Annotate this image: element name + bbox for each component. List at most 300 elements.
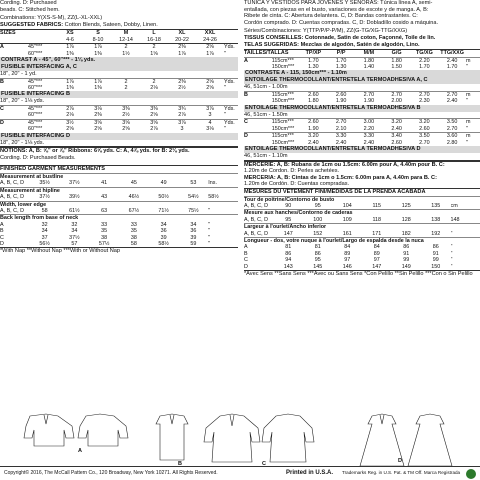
measurement-cell: 71½: [158, 208, 169, 215]
view-letter: C: [244, 119, 248, 126]
yardage-cell: 2: [152, 78, 156, 85]
yardage-cell: 2.10: [335, 125, 347, 132]
yardage-cell: 2⅞: [66, 106, 74, 112]
yardage-cell: 2.20: [363, 125, 375, 132]
interfacing-amount: [244, 84, 480, 91]
yardage-cell: 2⅜: [94, 112, 102, 119]
measurement-cell: 35: [130, 228, 137, 235]
yardage-row: [0, 64, 238, 71]
fabric-width: 60"***: [28, 112, 43, 119]
yardage-cell: 2.40: [446, 98, 458, 105]
yardage-cell: 1.70: [419, 63, 430, 70]
nap-footnote: *Avec Sens **Sans Sens ***Avec ou Sans Sens *Con Pelillo **Sin Pelillo ***Con o Sin Pelillo: [244, 271, 473, 278]
finished-measurements-table: [0, 173, 238, 247]
measurement-cell: 99: [403, 257, 410, 264]
yardage-cell: 3.20: [419, 119, 430, 126]
yardage-row: [0, 98, 238, 105]
measurement-heading: Mesure aux hanches/Contorno de caderas: [244, 210, 353, 217]
yardage-row: [244, 84, 480, 91]
section-bar-label: ENTOILAGE THERMOCOLLANT/ENTRETELA TERMOADHESIVA A, C: [244, 77, 480, 84]
finished-measurements-title: MESURES DU VÊTEMENT FINI/MEDIDAS DE LA PRENDA ACABADA: [244, 188, 426, 195]
measurement-cell: 34: [190, 221, 197, 228]
measurement-cell: 37½: [39, 194, 50, 201]
interfacing-text: 18", 20" - 1 yd.: [0, 71, 37, 77]
measurement-views: C: [0, 234, 4, 241]
measurement-views: A, B, C, D: [0, 194, 24, 201]
section-bar-label: FUSIBLE INTERFACING B: [0, 91, 238, 98]
yardage-cell: 3⅝: [122, 119, 130, 126]
measurement-cell: 86: [403, 244, 410, 251]
combinations-text: Séries/Combinaciones: Y(TTP/P/P-P/M), ZZ(G-TG/XG-TTG/XXG): [244, 28, 408, 35]
measurement-cell: 32: [71, 221, 78, 228]
section-bar: [244, 146, 480, 153]
fabric-width: 45"***: [28, 44, 43, 51]
fabric-width: 150cm***: [271, 139, 295, 146]
measurement-cell: 38: [130, 234, 137, 241]
measurement-cell: 89: [344, 250, 351, 257]
measurement-heading: Largeur à l'ourlet/Ancho inferior: [244, 224, 327, 231]
intro-line: Cording. D: Purchased: [0, 0, 57, 6]
intro-line: entallada, con piezas en el busto, variaciones de escote y de manga. A, B:: [244, 6, 429, 13]
measurement-cell: 147: [372, 263, 382, 270]
measurement-cell: ": [450, 250, 453, 257]
yardage-cell: 1⅞: [178, 50, 186, 57]
fabric-width: 115cm***: [271, 57, 294, 64]
yardage-cell: 1½: [122, 50, 130, 57]
measurement-cell: 109: [342, 216, 352, 223]
yardage-cell: 3: [180, 126, 184, 133]
measurement-cell: 91: [432, 250, 439, 257]
unit-header: [224, 30, 238, 37]
measurement-cell: ": [208, 241, 211, 248]
yardage-cell: 2.40: [391, 125, 402, 132]
measurement-cell: 37½: [69, 234, 80, 241]
measurement-cell: 84: [344, 244, 351, 251]
yardage-cell: 2.60: [308, 119, 319, 126]
yardage-cell: 3.50: [419, 133, 430, 140]
yardage-cell: 1⅞: [94, 78, 102, 85]
interfacing-text: 46, 51cm - 1.50m: [244, 111, 288, 118]
yardage-row: [0, 112, 238, 119]
yardage-cell: 2⅞: [178, 112, 186, 119]
yardage-cell: 3⅛: [94, 106, 102, 112]
yardage-cell: ": [466, 139, 468, 146]
measurement-cell: 54½: [188, 194, 199, 201]
yardage-cell: 3½: [66, 119, 74, 126]
yardage-row: [0, 71, 238, 78]
yardage-row: [244, 105, 480, 112]
measurement-row: [244, 224, 480, 231]
yardage-row: [244, 57, 480, 64]
section-bar-label: CONTRAST A - 45", 60"*** - 1⅛ yds.: [0, 57, 238, 64]
measurement-cell: 35½: [39, 180, 50, 187]
size-range-cell: 24-26: [203, 36, 217, 43]
measurement-heading: Measurement at bustline: [0, 174, 64, 180]
yardage-cell: ": [466, 125, 468, 132]
fabric-width: 60"***: [28, 126, 43, 133]
yardage-cell: 2.40: [446, 57, 458, 64]
yardage-cell: 1.30: [308, 63, 319, 70]
size-header-cell: XL: [178, 30, 186, 37]
measurement-cell: 143: [283, 263, 293, 270]
notions-text: NOTIONS: A, B: ⅝" or ⅞" Ribbons: 6⅝ yds. C: A, 4⅞ yds. for B: 2⅛ yds.: [0, 148, 190, 155]
size-range-cell: 4-6: [66, 36, 74, 43]
yardage-cell: 2.40: [308, 139, 319, 146]
measurement-cell: ": [450, 244, 453, 251]
measurement-cell: ": [208, 208, 211, 215]
suggested-fabrics-fr: TISSUS CONSEILLÉS: Cotonnade, Satin de coton, Façonné, Toile de lin.: [244, 34, 436, 41]
section-bar: [0, 64, 238, 71]
yardage-cell: 1⅞: [94, 44, 102, 51]
measurement-cell: 125: [401, 202, 411, 209]
yardage-cell: 2.60: [391, 139, 402, 146]
measurement-cell: 100: [313, 216, 323, 223]
yardage-cell: 2.70: [446, 125, 458, 132]
measurement-cell: Ins.: [208, 180, 217, 187]
measurement-cell: 34: [160, 221, 167, 228]
yardage-cell: 1⅝: [150, 50, 158, 57]
measurement-cell: 86: [432, 244, 439, 251]
yardage-cell: 3.50: [446, 119, 458, 126]
yardage-cell: 3⅞: [206, 106, 214, 112]
yardage-cell: 2.00: [391, 98, 402, 105]
measurement-cell: 41: [101, 180, 108, 187]
measurement-cell: 95: [285, 216, 292, 223]
yardage-cell: 2.70: [419, 91, 430, 98]
measurement-cell: 118: [372, 216, 382, 223]
view-label-a: A: [78, 448, 82, 454]
measurement-cell: 63: [101, 208, 108, 215]
fabric-width: 150cm***: [271, 98, 295, 105]
yardage-cell: 2.40: [363, 139, 375, 146]
mercerie-line: MERCERIE: A, B: Rubans de 1cm ou 1.5cm: 6.00m pour A, 4.40m pour B. C:: [244, 161, 445, 168]
yardage-cell: 2⅝: [66, 126, 74, 133]
view-letter: B: [0, 78, 4, 85]
yardage-row: [0, 44, 238, 51]
measurement-row: [0, 174, 238, 181]
size-range-row: [0, 37, 238, 44]
technical-drawings: [0, 412, 480, 466]
fabric-width: 45"***: [28, 106, 43, 112]
measurement-cell: 37: [41, 234, 48, 241]
measurement-row: [244, 217, 480, 224]
measurement-cell: 182: [401, 230, 411, 237]
suggested-fabrics-text: Cotton Blends, Sateen, Dobby, Linen.: [64, 21, 158, 28]
measurement-row: [0, 180, 238, 187]
size-header-cell: TP/XP: [305, 50, 322, 57]
section-bar-label: ENTOILAGE THERMOCOLLANT/ENTRETELA TERMOADHESIVA B: [244, 105, 480, 112]
section-bar: [244, 105, 480, 112]
measurement-row: [244, 238, 480, 245]
measurement-row: [0, 187, 238, 194]
measurement-views: B: [244, 250, 248, 257]
measurement-cell: 104: [342, 202, 352, 209]
yardage-cell: 1.40: [363, 63, 375, 70]
yardage-cell: 3⅝: [150, 119, 158, 126]
yardage-cell: 3.30: [335, 133, 347, 140]
yardage-row: [0, 119, 238, 126]
measurement-cell: 58: [41, 208, 48, 215]
yardage-cell: 4: [208, 119, 212, 126]
measurement-cell: 32: [41, 221, 48, 228]
suggested-fabrics-es: TELAS SUGERIDAS: Mezclas de algodón, Satén de algodón, Lino.: [244, 41, 420, 48]
fabric-width: 115cm***: [271, 119, 294, 126]
measurement-cell: 91: [403, 250, 410, 257]
section-bar: [0, 91, 238, 98]
measurement-views: A, B, C, D: [244, 216, 268, 223]
section-bar-label: ENTOILAGE THERMOCOLLANT/ENTRETELA TERMOADHESIVA D: [244, 146, 480, 153]
yardage-cell: m: [466, 91, 471, 98]
measurement-views: A, B, C, D: [0, 180, 24, 187]
yardage-row: [244, 126, 480, 133]
measurement-cell: ": [208, 234, 211, 241]
yardage-cell: 1.70: [308, 57, 319, 64]
interfacing-amount: [244, 153, 480, 160]
yardage-cell: 3⅝: [94, 119, 102, 126]
measurement-cell: 45: [130, 180, 137, 187]
mercerie-line: 1.20m de Cordon. D: Perles achetées.: [244, 168, 340, 175]
yardage-cell: 2: [152, 44, 156, 51]
measurement-cell: 57: [71, 241, 78, 248]
measurement-cell: 57½: [98, 241, 110, 248]
notions-text-2: Cording. D: Purchased Beads.: [0, 154, 76, 161]
measurement-cell: 58: [130, 241, 137, 248]
yardage-cell: 1.70: [446, 63, 458, 70]
unit-header: [466, 50, 480, 57]
size-range-cell: 20-22: [175, 36, 189, 43]
yardage-cell: 1⅜: [94, 50, 102, 57]
measurement-cell: 67½: [128, 208, 140, 215]
yardage-cell: 3: [208, 112, 212, 119]
interfacing-amount: [0, 71, 238, 78]
measurement-cell: 39: [160, 234, 167, 241]
yardage-row: [0, 78, 238, 85]
measurement-cell: 95: [314, 202, 321, 209]
view-letter: C: [0, 106, 4, 112]
measurement-row: [244, 203, 480, 210]
measurement-cell: 99: [432, 257, 439, 264]
measurement-views: A: [0, 221, 4, 228]
measurement-cell: 46½: [128, 194, 140, 201]
measurement-views: A, B, C, D: [0, 208, 24, 215]
measurement-cell: 84: [373, 244, 380, 251]
yardage-cell: 1.80: [363, 57, 375, 64]
yardage-cell: 2.70: [391, 91, 402, 98]
footer: [0, 466, 480, 480]
yardage-cell: Yds.: [224, 106, 235, 112]
size-header-cell: G/G: [391, 50, 402, 57]
nap-footnote: *With Nap **Without Nap ***With or Without Nap: [0, 248, 121, 255]
view-letter: [244, 126, 272, 133]
interfacing-amount: [0, 98, 238, 105]
yardage-cell: 3.30: [363, 133, 375, 140]
intro-line: Ribete de cinta. C: Abertura delantera. C, D: Bandas contrastantes. C:: [244, 13, 418, 20]
measurement-cell: 90: [285, 202, 292, 209]
measurement-row: [244, 231, 480, 238]
yardage-cell: ": [224, 126, 226, 133]
yardage-table: [0, 29, 238, 147]
yardage-cell: 1⅞: [206, 50, 214, 57]
yardage-cell: ": [224, 112, 226, 119]
measurement-cell: 171: [372, 230, 382, 237]
yardage-cell: 1.30: [335, 63, 347, 70]
measurement-views: B: [0, 228, 4, 235]
yardage-cell: 1⅜: [66, 50, 74, 57]
measurement-cell: ": [208, 221, 211, 228]
yardage-cell: 1.90: [335, 98, 347, 105]
view-letter: A: [244, 57, 248, 64]
size-header-cell: P/P: [336, 50, 346, 57]
size-header-cell: SIZES: [0, 30, 16, 37]
measurement-cell: 59: [190, 241, 197, 248]
measurement-cell: 43: [101, 194, 108, 201]
measurement-cell: 97: [344, 257, 351, 264]
measurement-cell: ": [208, 228, 211, 235]
measurement-cell: 36: [160, 228, 167, 235]
measurement-cell: 75½: [188, 208, 199, 215]
suggested-fabrics-label: SUGGESTED FABRICS:: [0, 21, 64, 28]
view-label-c: C: [262, 461, 266, 466]
measurement-heading: Width, lower edge: [0, 201, 47, 208]
size-header-cell: L: [152, 30, 156, 37]
yardage-cell: 2.70: [446, 91, 458, 98]
yardage-cell: m: [466, 119, 471, 126]
measurement-cell: 39: [190, 234, 197, 241]
measurement-cell: 37½: [69, 180, 80, 187]
yardage-cell: 2.60: [308, 91, 319, 98]
measurement-cell: 115: [372, 202, 382, 209]
yardage-cell: Yds.: [224, 44, 235, 51]
view-letter: D: [0, 119, 4, 126]
measurement-cell: 138: [431, 216, 441, 223]
finished-measurements-title: FINISHED GARMENT MEASUREMENTS: [0, 166, 106, 173]
fabric-width: 60"***: [28, 85, 43, 91]
yardage-cell: 2.40: [335, 139, 347, 146]
view-letter: D: [244, 133, 248, 140]
measurement-cell: 150: [431, 263, 441, 270]
garment-line-drawings: [0, 412, 480, 466]
yardage-cell: 2: [124, 85, 128, 91]
measurement-cell: 53: [190, 180, 197, 187]
yardage-cell: 3⅜: [122, 106, 130, 112]
measurement-views: A, B, C, D: [244, 202, 268, 209]
size-range-cell: 8-10: [92, 36, 104, 43]
yardage-cell: 1.50: [391, 63, 402, 70]
yardage-cell: 2⅝: [206, 85, 214, 91]
view-letter: B: [244, 91, 248, 98]
intro-line: beads. C: Stitched hem.: [0, 6, 60, 13]
measurement-cell: ": [450, 230, 453, 237]
yardage-cell: 3⅜: [150, 106, 158, 112]
yardage-cell: 1.90: [308, 125, 319, 132]
view-letter: [0, 112, 28, 119]
yardage-cell: 2⅞: [150, 126, 158, 133]
fabric-width: 45"***: [28, 78, 43, 85]
printed-in-text: Printed in U.S.A.: [286, 470, 334, 476]
measurement-cell: 61½: [69, 208, 80, 215]
yardage-row: [0, 140, 238, 147]
section-bar: [244, 70, 480, 77]
yardage-cell: m: [466, 133, 471, 140]
yardage-cell: 1.80: [391, 57, 402, 64]
section-bar: [0, 57, 238, 64]
measurement-cell: ": [450, 257, 453, 264]
measurement-cell: 95: [314, 257, 321, 264]
yardage-cell: 2.70: [363, 91, 375, 98]
measurement-cell: 81: [285, 244, 292, 251]
size-header-cell: S: [96, 30, 100, 37]
yardage-row: [244, 91, 480, 98]
measurement-row: [0, 208, 238, 215]
merceria-line: 1.20m de Cordón. D: Cuentas compradas.: [244, 181, 350, 188]
unit-cell: [224, 37, 238, 44]
measurement-views: A, B, C, D: [244, 230, 268, 237]
recycle-logo-icon: [466, 469, 476, 479]
measurement-cell: ": [450, 263, 453, 270]
copyright-text: Copyright© 2016, The McCall Pattern Co., 120 Broadway, New York 10271. All Rights Reserved.: [4, 470, 218, 476]
interfacing-text: 18", 20" - 1⅛ yds.: [0, 98, 45, 105]
yardage-cell: 1⅜: [94, 85, 102, 91]
interfacing-text: 46, 51cm - 1.10m: [244, 153, 288, 159]
yardage-row: [0, 106, 238, 113]
measurement-row: [244, 196, 480, 203]
measurement-cell: 33: [130, 221, 137, 228]
view-label-b: B: [178, 461, 182, 466]
yardage-cell: 2⅛: [66, 112, 74, 119]
interfacing-text: 46, 51cm - 1.00m: [244, 84, 288, 91]
fabric-width: 45"***: [28, 119, 43, 126]
measurement-heading: Back length from base of neck: [0, 215, 79, 222]
measurement-cell: 97: [373, 257, 380, 264]
measurement-cell: 81: [314, 244, 321, 251]
measurement-cell: 149: [401, 263, 411, 270]
yardage-cell: 2: [124, 44, 128, 51]
yardage-cell: 3.20: [308, 133, 319, 140]
measurement-cell: 89: [373, 250, 380, 257]
measurement-cell: 49: [160, 180, 167, 187]
fabric-width: 150cm***: [271, 63, 295, 70]
yardage-row: [244, 77, 480, 84]
measurement-cell: 192: [431, 230, 441, 237]
yardage-cell: Yds.: [224, 78, 235, 85]
measurement-cell: 58½: [158, 241, 169, 248]
size-header-cell: M/M: [363, 50, 375, 57]
measurement-cell: 35: [101, 228, 108, 235]
yardage-cell: 1.80: [308, 98, 319, 105]
yardage-cell: 2⅛: [150, 85, 158, 91]
measurement-cell: 146: [342, 263, 352, 270]
yardage-cell: 2.30: [419, 98, 430, 105]
yardage-cell: 2.70: [335, 119, 347, 126]
yardage-row: [244, 146, 480, 153]
finished-measurements-table: [244, 196, 480, 270]
yardage-row: [0, 133, 238, 140]
measurement-cell: 86: [285, 250, 292, 257]
merceria-line: MERCERÍA: A, B: Cintas de 1cm o 1.5cm: 6.00m para A, 4.40m para B. C:: [244, 174, 437, 181]
intro-line: Cordón comprado. D: Cuentas compradas. C, D: Dobladillo cosido a máquina.: [244, 19, 439, 26]
measurement-heading: Longueur - dos, votre nuque à l'ourlet/Largo de espalda desde la nuca: [244, 238, 424, 244]
fabric-width: 115cm***: [271, 133, 294, 140]
yardage-cell: 2½: [178, 85, 186, 91]
yardage-cell: 2⅝: [206, 78, 214, 85]
fabric-width: 115cm***: [271, 91, 294, 98]
section-bar-label: FUSIBLE INTERFACING D: [0, 133, 238, 140]
yardage-cell: 2.20: [419, 57, 430, 64]
interfacing-amount: [0, 140, 238, 147]
yardage-cell: 1⅜: [66, 85, 74, 91]
fabric-width: 150cm***: [271, 125, 295, 132]
yardage-cell: 2.70: [419, 139, 430, 146]
